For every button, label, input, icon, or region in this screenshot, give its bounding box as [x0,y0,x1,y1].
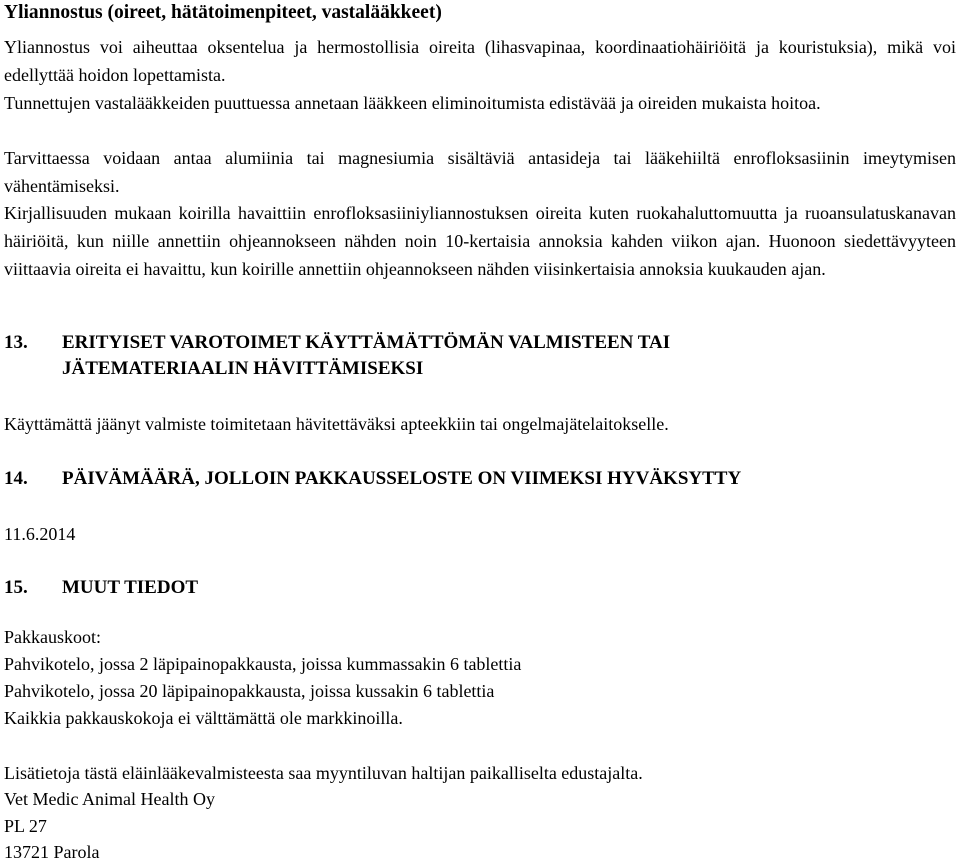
section-13-title-line1: ERITYISET VAROTOIMET KÄYTTÄMÄTTÖMÄN VALMISTEEN TAI [62,332,671,353]
package-line: Pahvikotelo, jossa 2 läpipainopakkausta, joissa kummassakin 6 tablettia [4,654,522,674]
overdose-paragraph-symptoms: Yliannostus voi aiheuttaa oksentelua ja hermostollisia oireita (lihasvapinaa, koordinaatiohäiriöitä ja kouristuksia), mikä voi edellyttää hoidon lopettamista. [4,37,956,85]
section-13-title-line2: JÄTEMATERIAALIN HÄVITTÄMISEKSI [62,358,424,379]
section-13-number: 13. [4,332,28,353]
holder-postal-address: 13721 Parola [4,842,100,862]
section-13-heading [4,330,670,382]
section-15-number: 15. [4,577,28,598]
package-availability-note: Kaikkia pakkauskokoja ei välttämättä ole markkinoilla. [4,708,403,728]
holder-po-box: PL 27 [4,816,47,836]
overdose-heading: Yliannostus (oireet, hätätoimenpiteet, vastalääkkeet) [4,2,442,23]
section-14-heading [4,466,741,492]
section-15-title: MUUT TIEDOT [62,577,199,598]
package-line: Pahvikotelo, jossa 20 läpipainopakkausta, joissa kussakin 6 tablettia [4,681,495,701]
section-13-text: Käyttämättä jäänyt valmiste toimitetaan hävitettäväksi apteekkiin tai ongelmajätelaitokselle. [4,414,669,434]
section-14-title: PÄIVÄMÄÄRÄ, JOLLOIN PAKKAUSSELOSTE ON VIIMEKSI HYVÄKSYTTY [62,468,742,489]
holder-name: Vet Medic Animal Health Oy [4,789,215,809]
overdose-paragraph-literature: Kirjallisuuden mukaan koirilla havaittiin enrofloksasiiniyliannostuksen oireita kuten ruokahaluttomuutta ja ruoansulatuskanavan häiriöitä, kun niille annettiin ohjeannokseen nähden noin 10-kertaisia annoksia kahden viikon ajan. Huonoon siedettävyyteen viittaavia oireita ei havaittu, kun koirille annettiin ohjeannokseen nähden viisinkertaisia annoksia kuukauden ajan. [4,203,956,279]
overdose-paragraph-treatment: Tunnettujen vastalääkkeiden puuttuessa annetaan lääkkeen eliminoitumista edistävää ja oireiden mukaista hoitoa. [4,93,821,113]
section-15-heading [4,575,198,601]
section-14-number: 14. [4,468,28,489]
approval-date: 11.6.2014 [4,524,76,544]
package-sizes-label: Pakkauskoot: [4,627,101,647]
more-info-text: Lisätietoja tästä eläinlääkevalmisteesta saa myyntiluvan haltijan paikalliselta edustajalta. [4,763,643,783]
overdose-paragraph-antacids: Tarvittaessa voidaan antaa alumiinia tai magnesiumia sisältäviä antasideja tai lääkehiiltä enrofloksasiinin imeytymisen vähentämiseksi. [4,148,956,196]
